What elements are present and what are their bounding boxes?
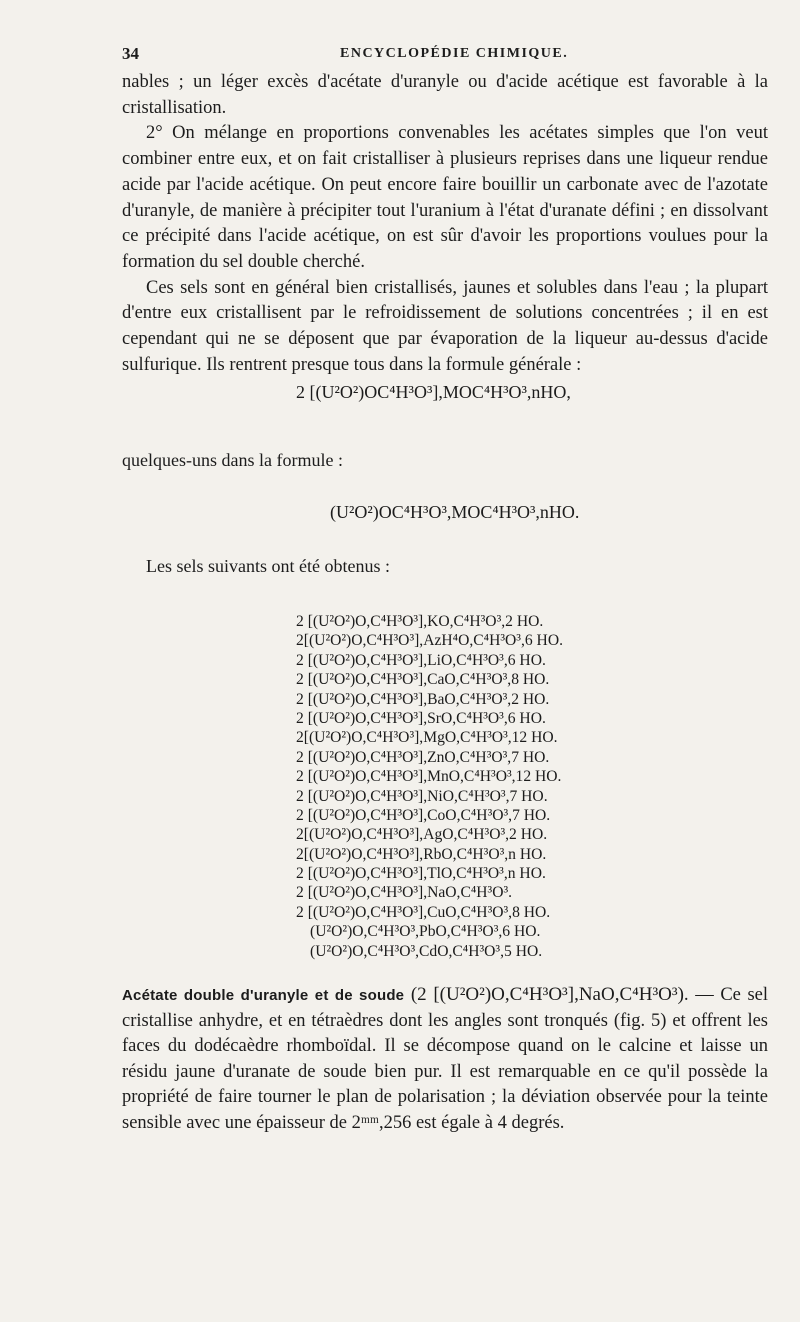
final-paragraph (122, 982, 768, 1136)
salt-formula: 2 [(U²O²)O,C⁴H³O³],CuO,C⁴H³O³,8 HO. (296, 903, 551, 921)
text-sels-obtenus: Les sels suivants ont été obtenus : (146, 556, 390, 576)
salt-formula: 2 [(U²O²)O,C⁴H³O³],TlO,C⁴H³O³,n HO. (296, 865, 546, 883)
text-quelques-uns: quelques-uns dans la formule : (122, 450, 343, 470)
general-formula: 2 [(U²O²)OC⁴H³O³],MOC⁴H³O³,nHO, (296, 382, 571, 402)
salt-formula: 2 [(U²O²)O,C⁴H³O³],NaO,C⁴H³O³. (296, 884, 513, 902)
running-title: ENCYCLOPÉDIE CHIMIQUE. (340, 46, 569, 61)
salt-formula: 2 [(U²O²)O,C⁴H³O³],CaO,C⁴H³O³,8 HO. (296, 671, 550, 689)
salt-formula: (U²O²)O,C⁴H³O³,PbO,C⁴H³O³,6 HO. (310, 923, 541, 941)
salt-formula: 2 [(U²O²)O,C⁴H³O³],KO,C⁴H³O³,2 HO. (296, 613, 544, 630)
salt-formula-list (296, 612, 563, 961)
paragraph-continuation: nables ; un léger excès d'acétate d'uranyle ou d'acide acétique est favorable à la cristallisation. (122, 72, 768, 118)
salt-formula: 2 [(U²O²)O,C⁴H³O³],NiO,C⁴H³O³,7 HO. (296, 787, 548, 805)
paragraph-properties: Ces sels sont en général bien cristallisés, jaunes et solubles dans l'eau ; la plupart d'entre eux cristallisent par le refroidissement de solutions concentrées ; il en est cependant qui ne se déposent que par évaporation de la liqueur au-dessus d'acide sulfurique. Ils rentrent presque tous dans la formule générale : (122, 277, 768, 375)
salt-formula: (U²O²)O,C⁴H³O³,CdO,C⁴H³O³,5 HO. (310, 942, 543, 960)
paragraph-method-2: 2° On mélange en proportions convenables les acétates simples que l'on veut combiner entre eux, et on fait cristalliser à plusieurs reprises dans une liqueur rendue acide par l'acide acétique. On peut encore faire bouillir un carbonate avec de l'azotate d'uranyle, de manière à précipiter tout l'uranium à l'état d'uranate défini ; en dissolvant ce précipité dans l'acide acétique, on est sûr d'avoir les proportions voulues pour la formation du sel double cherché. (122, 123, 768, 272)
salt-formula: 2[(U²O²)O,C⁴H³O³],MgO,C⁴H³O³,12 HO. (296, 729, 558, 747)
salt-formula: 2 [(U²O²)O,C⁴H³O³],LiO,C⁴H³O³,6 HO. (296, 651, 546, 669)
section-text: — Ce sel cristallise anhydre, et en tétraèdres dont les angles sont tronqués (fig. 5) et offrent les faces du dodécaèdre rhomboïdal. Il se décompose quand on le calcine et laisse un résidu jaune d'uranate de soude bien pur. Il est remarquable en ce qu'il possède la propriété de faire tourner le plan de polarisation ; la déviation observée pour la teinte sensible avec une épaisseur de 2ᵐᵐ,256 est égale à 4 degrés. (122, 985, 768, 1133)
salt-formula: 2[(U²O²)O,C⁴H³O³],AgO,C⁴H³O³,2 HO. (296, 826, 548, 844)
second-formula: (U²O²)OC⁴H³O³,MOC⁴H³O³,nHO. (330, 502, 580, 522)
salt-formula: 2 [(U²O²)O,C⁴H³O³],ZnO,C⁴H³O³,7 HO. (296, 748, 550, 766)
salt-formula: 2[(U²O²)O,C⁴H³O³],AzH⁴O,C⁴H³O³,6 HO. (296, 632, 563, 650)
section-heading: Acétate double d'uranyle et de soude (122, 987, 405, 1004)
page-header (122, 38, 768, 68)
body-text (122, 70, 768, 378)
salt-formula: 2 [(U²O²)O,C⁴H³O³],BaO,C⁴H³O³,2 HO. (296, 690, 550, 708)
salt-formula: 2 [(U²O²)O,C⁴H³O³],SrO,C⁴H³O³,6 HO. (296, 709, 546, 727)
page-number: 34 (122, 44, 139, 63)
salt-formula: 2 [(U²O²)O,C⁴H³O³],MnO,C⁴H³O³,12 HO. (296, 768, 562, 786)
salt-formula: 2[(U²O²)O,C⁴H³O³],RbO,C⁴H³O³,n HO. (296, 845, 547, 863)
salt-formula: 2 [(U²O²)O,C⁴H³O³],CoO,C⁴H³O³,7 HO. (296, 806, 551, 824)
section-heading-formula: (2 [(U²O²)O,C⁴H³O³],NaO,C⁴H³O³). (410, 984, 689, 1005)
